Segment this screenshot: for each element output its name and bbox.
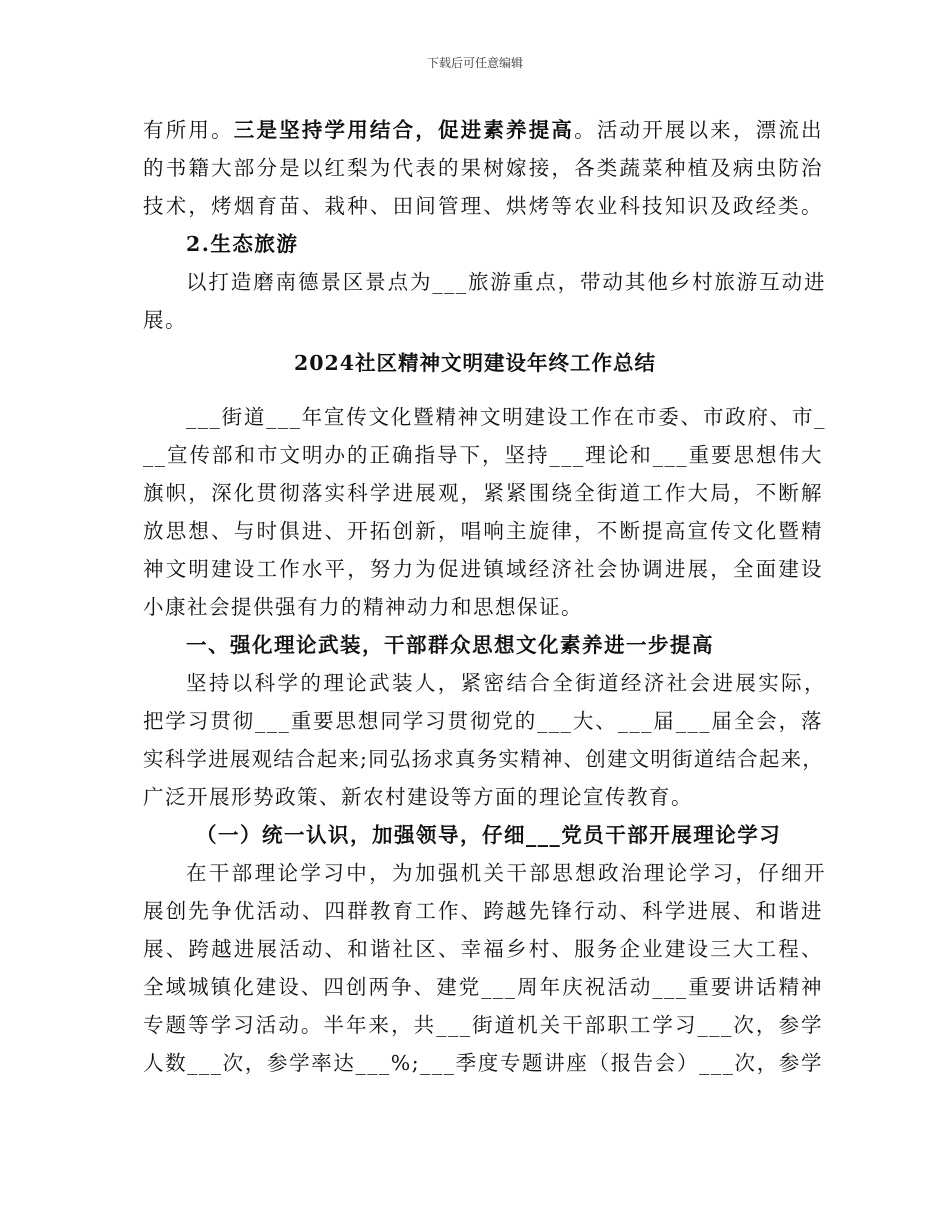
text-run: 有所用。 (143, 118, 234, 142)
paragraph-line: 广泛开展形势政策、新农村建设等方面的理论宣传教育。 (143, 785, 693, 809)
paragraph-line: 展、跨越进展活动、和谐社区、幸福乡村、服务企业建设三大工程、 (143, 937, 823, 961)
page-header: 下载后可任意编辑 (426, 56, 523, 70)
paragraph-line: 把学习贯彻___重要思想同学习贯彻党的___大、___届___届全会，落 (143, 709, 823, 733)
text-run: 。活动开展以来，漂流出 (574, 118, 824, 142)
paragraph-line: __宣传部和市文明办的正确指导下，坚持___理论和___重要思想伟大 (143, 443, 823, 467)
paragraph-line: 全域城镇化建设、四创两争、建党___周年庆祝活动___重要讲话精神 (143, 975, 823, 999)
paragraph-line: 旗帜，深化贯彻落实科学进展观，紧紧围绕全街道工作大局，不断解 (143, 481, 823, 505)
paragraph-line: 展创先争优活动、四群教育工作、跨越先锋行动、科学进展、和谐进 (143, 899, 823, 923)
bold-phrase: 三是坚持学用结合，促进素养提高 (233, 118, 575, 142)
paragraph-line: ___街道___年宣传文化暨精神文明建设工作在市委、市政府、市_ (186, 405, 826, 429)
paragraph-line: 实科学进展观结合起来;同弘扬求真务实精神、创建文明街道结合起来， (143, 747, 823, 771)
paragraph-line: 专题等学习活动。半年来，共___街道机关干部职工学习___次，参学 (143, 1013, 823, 1037)
paragraph-line: 以打造磨南德景区景点为___旅游重点，带动其他乡村旅游互动进 (186, 270, 826, 294)
section-heading: 一、强化理论武装，干部群众思想文化素养进一步提高 (186, 633, 714, 657)
paragraph-line (143, 113, 823, 143)
subsection-heading: （一）统一认识，加强领导，仔细___党员干部开展理论学习 (196, 823, 782, 847)
paragraph-line: 坚持以科学的理论武装人，紧密结合全街道经济社会进展实际， (186, 671, 826, 695)
paragraph-line: 技术，烤烟育苗、栽种、田间管理、烘烤等农业科技知识及政经类。 (143, 194, 823, 218)
paragraph-line: 小康社会提供强有力的精神动力和思想保证。 (143, 595, 583, 619)
paragraph-line: 在干部理论学习中，为加强机关干部思想政治理论学习，仔细开 (186, 861, 826, 885)
subheading-eco-tourism: 2.生态旅游 (186, 232, 299, 256)
paragraph-line: 展。 (143, 308, 187, 332)
paragraph-line: 的书籍大部分是以红梨为代表的果树嫁接，各类蔬菜种植及病虫防治 (143, 156, 823, 180)
document-title: 2024社区精神文明建设年终工作总结 (293, 351, 657, 375)
paragraph-line: 神文明建设工作水平，努力为促进镇域经济社会协调进展，全面建设 (143, 557, 823, 581)
paragraph-line: 放思想、与时俱进、开拓创新，唱响主旋律，不断提高宣传文化暨精 (143, 519, 823, 543)
paragraph-line: 人数___次，参学率达___%;___季度专题讲座（报告会）___次，参学 (143, 1051, 823, 1075)
